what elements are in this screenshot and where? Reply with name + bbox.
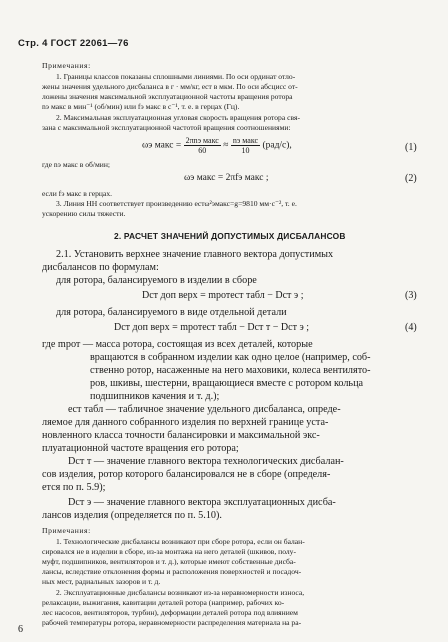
notes-heading: Примечания:	[42, 526, 91, 535]
body-line: Dст т — значение главного вектора технологических дисбалан-	[68, 456, 344, 467]
note-line: ускорению силы тяжести.	[42, 209, 126, 218]
note-line: сировался не в изделии в сборе, из-за монтажа на него деталей (шкивов, полу-	[42, 547, 297, 556]
equation-number: (4)	[405, 322, 417, 333]
body-line: где mрот — масса ротора, состоящая из всех деталей, которые	[42, 339, 313, 350]
body-line: подшипников качения и т. д.);	[90, 391, 220, 402]
body-line: лансов изделия (определяется по п. 5.10).	[42, 510, 222, 521]
body-line: eст табл — табличное значение удельного дисбаланса, опреде-	[68, 404, 341, 415]
body-line: для ротора, балансируемого в изделии в сборе	[56, 275, 257, 286]
body-line: ственно ротор, насаженные на него маховики, колеса вентилято-	[90, 365, 371, 376]
note-line: 1. Технологические дисбалансы возникают при сборе ротора, если он балан-	[56, 537, 305, 546]
page-number: 6	[18, 624, 23, 635]
equation-3: Dст доп верх = mротeст табл − Dст э ;	[142, 290, 304, 301]
note-line: 2. Эксплуатационные дисбалансы возникают из-за неравномерности износа,	[56, 588, 305, 597]
notes-heading: Примечания:	[42, 61, 91, 70]
section-title: 2. РАСЧЕТ ЗНАЧЕНИЙ ДОПУСТИМЫХ ДИСБАЛАНСОВ	[114, 231, 346, 241]
note-line: ных мест, радиальных зазоров и т. д.	[42, 577, 161, 586]
body-line: для ротора, балансируемого в виде отдельной детали	[56, 307, 287, 318]
body-line: ется по п. 5.9);	[42, 482, 106, 493]
note-line: 3. Линия НН соответствует произведению eстω²эмакс=g=9810 мм·с⁻², т. е.	[56, 199, 297, 208]
body-line: сов изделия, ротор которого балансировался не в сборе (определя-	[42, 469, 331, 480]
body-line: новленного класса точности балансировки и максимальной экс-	[42, 430, 320, 441]
equation-2: ωэ макс = 2πfэ макс ;	[184, 173, 269, 183]
note-line: рабочей температуры ротора, неравномерности распределения материала на ра-	[42, 618, 302, 627]
note-line: ложены значения максимальной эксплуатационной частоты вращения ротора	[42, 92, 293, 101]
note-line: релаксации, выжигания, кавитации деталей ротора (например, рабочих ко-	[42, 598, 285, 607]
note-line: если fэ макс в герцах.	[42, 189, 113, 198]
note-line: жены значения удельного дисбаланса в г · мм/кг, eст в мкм. По оси абсцисс от-	[42, 82, 298, 91]
body-line: ров, шкивы, шестерни, вращающиеся вместе с ротором кольца	[90, 378, 364, 389]
note-line: муфт, подшипников, вентиляторов и т. д.), которые имеют собственные дисба-	[42, 557, 296, 566]
note-line: 2. Максимальная эксплуатационная угловая скорость вращения ротора свя-	[56, 113, 300, 122]
body-line: вращаются в собранном изделии как одно целое (например, соб-	[90, 352, 371, 363]
equation-number: (2)	[405, 173, 417, 184]
note-line: nэ макс в мин⁻¹ (об/мин) или fэ макс в с⁻¹, т. е. в герцах (Гц).	[42, 102, 240, 111]
equation-4: Dст доп верх = mротeст табл − Dст т − Dст э ;	[114, 322, 310, 333]
equation-1: ωэ макс = $\frac{\text{2πnэ макс}}{60}$ ≈ $\frac{\text{nэ макс}}{10}$ (рад/с),	[142, 136, 292, 155]
body-line: плуатационной частоте вращения его ротора;	[42, 443, 239, 454]
body-line: ляемое для данного собранного изделия по верхней границе уста-	[42, 417, 329, 428]
note-line: лес насосов, вентиляторов, турбин), деформации деталей ротора под влиянием	[42, 608, 298, 617]
page-header: Стр. 4 ГОСТ 22061—76	[18, 38, 129, 49]
note-line: зана с максимальной эксплуатационной частотой вращения соотношениями:	[42, 123, 291, 132]
body-line: 2.1. Установить верхнее значение главного вектора допустимых	[56, 249, 334, 260]
equation-number: (3)	[405, 290, 417, 301]
note-line: где nэ макс в об/мин;	[42, 160, 111, 169]
body-line: Dст э — значение главного вектора эксплуатационных дисба-	[68, 497, 336, 508]
note-line: 1. Границы классов показаны сплошными линиями. По оси ординат отло-	[56, 72, 296, 81]
equation-number: (1)	[405, 142, 417, 153]
body-line: дисбалансов по формулам:	[42, 262, 159, 273]
note-line: лансы, вследствие отклонения формы и расположения поверхностей и посадоч-	[42, 567, 302, 576]
